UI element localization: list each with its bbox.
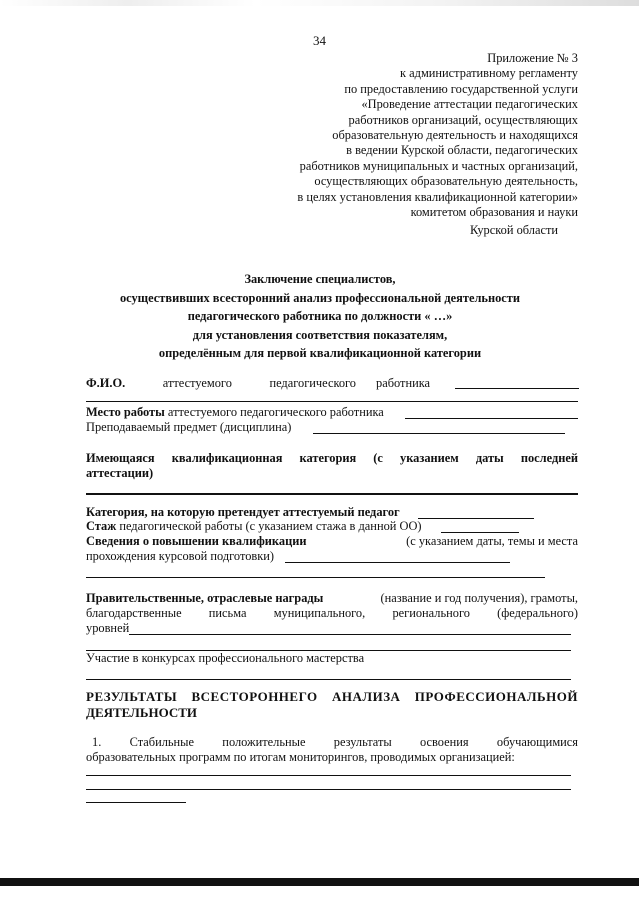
current-category-label-2: аттестации): [86, 466, 154, 480]
appendix-header: [248, 51, 578, 239]
workplace-field[interactable]: [405, 418, 578, 419]
result-item-1-field-line[interactable]: [86, 802, 186, 803]
fio-word: работника: [376, 376, 431, 390]
appendix-line: «Проведение аттестации педагогических: [361, 97, 578, 112]
appendix-line: Курской области: [470, 223, 558, 238]
title-line: Заключение специалистов,: [244, 272, 396, 286]
results-heading-line: ДЕЯТЕЛЬНОСТИ: [86, 705, 198, 720]
fio-word-row: [376, 376, 456, 391]
results-heading: [86, 689, 578, 721]
qualification-label-2: прохождения курсовой подготовки): [86, 549, 275, 563]
appendix-line: работников организаций, осуществляющих: [348, 112, 578, 127]
awards-line-2: благодарственные письма муниципального, регионального (федерального): [86, 606, 578, 620]
appendix-line: образовательную деятельность и находящихся: [332, 128, 578, 143]
contests-label: Участие в конкурсах профессионального мастерства: [86, 651, 365, 665]
experience-label-rest: педагогической работы (с указанием стажа в данной ОО): [119, 519, 422, 533]
awards-label: Правительственные, отраслевые награды: [86, 591, 324, 605]
awards-field[interactable]: [129, 634, 571, 635]
title-line: педагогического работника по должности « …»: [187, 309, 453, 323]
appendix-line: осуществляющих образовательную деятельность,: [314, 174, 578, 189]
fio-word: аттестуемого: [162, 376, 232, 390]
qualification-field[interactable]: [285, 562, 510, 563]
title-line: осуществивших всесторонний анализ профессиональной деятельности: [119, 290, 521, 305]
fio-field-line[interactable]: [86, 401, 578, 402]
workplace-label-rest: аттестуемого педагогического работника: [167, 405, 384, 419]
result-item-1-field[interactable]: [86, 775, 571, 776]
appendix-line: Приложение № 3: [487, 51, 578, 65]
subject-label: Преподаваемый предмет (дисциплина): [86, 420, 292, 434]
contests-row: [86, 651, 578, 666]
page-number: 34: [313, 33, 326, 48]
scan-bottom-bar: [0, 878, 639, 886]
target-category-label: Категория, на которую претендует аттестуемый педагог: [86, 505, 400, 519]
fio-row: [86, 376, 356, 391]
experience-field[interactable]: [441, 532, 519, 533]
qualification-field-line[interactable]: [86, 577, 545, 578]
workplace-label: Место работы: [86, 405, 165, 419]
current-category-field[interactable]: [86, 493, 578, 495]
fio-word: педагогического: [269, 376, 356, 390]
title-line: для установления соответствия показателям,: [192, 327, 448, 342]
fio-label: Ф.И.О.: [86, 376, 126, 390]
appendix-line: комитетом образования и науки: [410, 205, 578, 220]
document-title: [60, 270, 580, 363]
awards-line-3: уровней: [86, 621, 130, 635]
qualification-label-rest: (с указанием даты, темы и места: [406, 534, 578, 548]
fio-field[interactable]: [455, 388, 579, 389]
result-item-1-row-2: [86, 750, 578, 765]
current-category-label: Имеющаяся квалификационная категория (с указанием даты последней: [86, 451, 578, 465]
qualification-row: [86, 534, 578, 549]
awards-row: [86, 591, 578, 606]
result-item-1: 1. Стабильные положительные результаты освоения обучающимися: [92, 735, 578, 749]
title-line: определённым для первой квалификационной категории: [158, 346, 482, 360]
result-item-1-line-2: образовательных программ по итогам мониторингов, проводимых организацией:: [86, 750, 515, 764]
contests-field-line[interactable]: [86, 679, 571, 680]
appendix-line: по предоставлению государственной услуги: [344, 81, 578, 96]
appendix-line: в ведении Курской области, педагогических: [346, 143, 578, 158]
result-item-1-field-line[interactable]: [86, 789, 571, 790]
awards-label-rest: (название и год получения), грамоты,: [380, 591, 578, 605]
scan-artifact: [0, 0, 639, 6]
qualification-label: Сведения о повышении квалификации: [86, 534, 307, 548]
appendix-line: к административному регламенту: [400, 66, 578, 81]
results-heading-line: РЕЗУЛЬТАТЫ ВСЕСТОРОННЕГО АНАЛИЗА ПРОФЕССИОНАЛЬНОЙ: [86, 689, 578, 704]
experience-label: Стаж: [86, 519, 117, 533]
appendix-line: в целях установления квалификационной категории»: [297, 189, 578, 204]
subject-field[interactable]: [313, 433, 565, 434]
appendix-line: работников муниципальных и частных организаций,: [299, 158, 578, 173]
